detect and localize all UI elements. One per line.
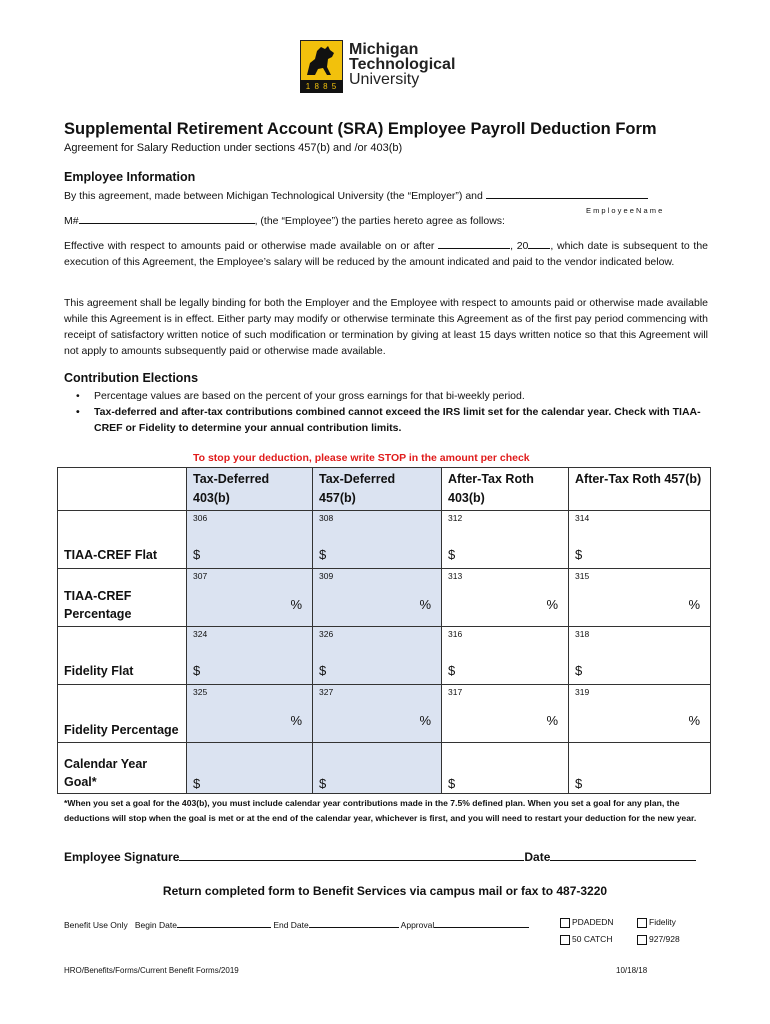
deduction-code: 316 <box>448 629 463 639</box>
col-header: After-Tax Roth 457(b) <box>569 468 711 511</box>
logo-wordmark <box>349 42 455 87</box>
amount-cell[interactable] <box>187 627 313 685</box>
deduction-code: 324 <box>193 629 208 639</box>
signature-line <box>64 849 696 864</box>
employee-name-field[interactable] <box>486 187 648 199</box>
deduction-code: 308 <box>319 513 334 523</box>
table-row <box>58 627 711 685</box>
option-pdadedn[interactable] <box>560 917 614 928</box>
dollar-sign: $ <box>193 776 201 791</box>
percent-cell[interactable] <box>442 685 569 743</box>
dollar-sign: $ <box>193 547 201 562</box>
deduction-code: 306 <box>193 513 208 523</box>
deduction-code: 318 <box>575 629 590 639</box>
date-label: Date <box>524 850 551 864</box>
stop-note: To stop your deduction, please write STOP in the amount per check <box>193 452 530 464</box>
signature-field[interactable] <box>179 849 524 861</box>
footer-path: HRO/Benefits/Forms/Current Benefit Forms/2019 <box>64 966 239 975</box>
contribution-table <box>57 467 711 794</box>
table-row <box>58 569 711 627</box>
employee-info-heading: Employee Information <box>64 170 196 184</box>
deduction-code: 313 <box>448 571 463 581</box>
percent-sign: % <box>419 597 431 612</box>
percent-cell[interactable] <box>569 569 711 627</box>
dollar-sign: $ <box>193 663 201 678</box>
office-use-line <box>64 918 529 930</box>
effective-paragraph <box>64 237 708 270</box>
deduction-code: 326 <box>319 629 334 639</box>
effective-year-field[interactable] <box>528 237 550 249</box>
dollar-sign: $ <box>575 776 583 791</box>
deduction-code: 315 <box>575 571 590 581</box>
end-date-label: End Date <box>273 920 309 930</box>
row-label: TIAA-CREF Flat <box>58 511 187 569</box>
amount-cell[interactable] <box>442 627 569 685</box>
deduction-code: 307 <box>193 571 208 581</box>
amount-cell[interactable] <box>313 511 442 569</box>
dollar-sign: $ <box>448 663 456 678</box>
logo-year: 1 8 8 5 <box>300 80 343 93</box>
bullet-item: • Tax-deferred and after-tax contributions combined cannot exceed the IRS limit set for the calendar year. Check with TIAA-CREF or Fidelity to determine your annual contribution limits. <box>64 404 704 436</box>
dollar-sign: $ <box>575 547 583 562</box>
row-label: TIAA-CREF Percentage <box>58 569 187 627</box>
option-label: 927/928 <box>649 934 680 944</box>
logo-line-2: Technological <box>349 56 456 73</box>
page-subtitle: Agreement for Salary Reduction under sections 457(b) and /or 403(b) <box>64 142 403 154</box>
logo-line-1: Michigan <box>349 41 419 58</box>
percent-sign: % <box>688 597 700 612</box>
goal-cell[interactable] <box>442 743 569 794</box>
contribution-heading: Contribution Elections <box>64 371 199 385</box>
approval-field[interactable] <box>434 918 529 928</box>
m-number-field[interactable] <box>79 212 255 224</box>
row-label: Fidelity Percentage <box>58 685 187 743</box>
m-number-line <box>64 212 505 227</box>
checkbox-icon <box>637 935 647 945</box>
husky-logo-icon <box>301 41 342 79</box>
dollar-sign: $ <box>319 663 327 678</box>
amount-cell[interactable] <box>442 511 569 569</box>
option-label: Fidelity <box>649 917 676 927</box>
m-suffix: , (the “Employee”) the parties hereto agree as follows: <box>254 215 505 227</box>
percent-sign: % <box>290 597 302 612</box>
effective-date-field[interactable] <box>438 237 510 249</box>
percent-cell[interactable] <box>569 685 711 743</box>
signature-label: Employee Signature <box>64 850 180 864</box>
option-50-catch[interactable] <box>560 934 612 945</box>
page-title: Supplemental Retirement Account (SRA) Employee Payroll Deduction Form <box>64 120 657 138</box>
goal-cell[interactable] <box>187 743 313 794</box>
percent-cell[interactable] <box>313 685 442 743</box>
col-header: After-Tax Roth 403(b) <box>442 468 569 511</box>
deduction-code: 327 <box>319 687 334 697</box>
effective-year-label: , 20 <box>510 240 529 252</box>
agreement-line <box>64 187 648 202</box>
dollar-sign: $ <box>575 663 583 678</box>
return-note: Return completed form to Benefit Services via campus mail or fax to 487-3220 <box>162 884 608 898</box>
employee-name-caption: E m p l o y e e N a m e <box>586 206 663 215</box>
table-header-row <box>58 468 711 511</box>
effective-part-2: , which date is subsequent to the execution of this Agreement, the Employee’s salary will be reduced by the amount indicated and paid to the vendor indicated below. <box>64 240 708 268</box>
amount-cell[interactable] <box>569 627 711 685</box>
m-prefix: M# <box>64 215 79 227</box>
dollar-sign: $ <box>319 547 327 562</box>
goal-note: *When you set a goal for the 403(b), you must include calendar year contributions made in the 7.5% defined plan. When you set a goal for any plan, the deductions will stop when the goal is met or at the end of the calendar year, whichever is first, and you will need to restart your deduction for the new year. <box>64 798 697 823</box>
percent-sign: % <box>546 713 558 728</box>
deduction-code: 312 <box>448 513 463 523</box>
row-label: Fidelity Flat <box>58 627 187 685</box>
approval-label: Approval <box>400 920 435 930</box>
dollar-sign: $ <box>448 776 456 791</box>
row-label: Calendar Year Goal* <box>58 743 187 794</box>
table-row <box>58 511 711 569</box>
percent-cell[interactable] <box>187 685 313 743</box>
percent-cell[interactable] <box>442 569 569 627</box>
end-date-field[interactable] <box>309 918 399 928</box>
checkbox-icon <box>560 918 570 928</box>
deduction-code: 325 <box>193 687 208 697</box>
effective-part-1: Effective with respect to amounts paid or otherwise made available on or after <box>64 240 435 252</box>
agreement-prefix: By this agreement, made between Michigan Technological University (the “Employer”) and <box>64 190 483 202</box>
col-header: Tax-Deferred 403(b) <box>187 468 313 511</box>
checkbox-icon <box>637 918 647 928</box>
bullet-item: • Percentage values are based on the percent of your gross earnings for that bi-weekly period. <box>64 388 704 404</box>
logo-line-3: University <box>349 71 420 88</box>
deduction-code: 319 <box>575 687 590 697</box>
option-label: 50 CATCH <box>572 934 613 944</box>
binding-paragraph: This agreement shall be legally binding for both the Employer and the Employee with respect to amounts paid or otherwise made available while this Agreement is in effect. Either party may modify or otherwise terminate this Agreement as of the first pay period commencing with receipt of satisfactory written notice of such modification or termination by giving at least 15 days written notice so that this Agreement will not apply to amounts subsequently paid or otherwise made available. <box>64 297 708 357</box>
deduction-code: 317 <box>448 687 463 697</box>
signature-date-field[interactable] <box>550 849 696 861</box>
percent-cell[interactable] <box>187 569 313 627</box>
checkbox-icon <box>560 935 570 945</box>
percent-sign: % <box>290 713 302 728</box>
office-use-label: Benefit Use Only <box>64 920 128 930</box>
percent-sign: % <box>419 713 431 728</box>
amount-cell[interactable] <box>187 511 313 569</box>
percent-sign: % <box>546 597 558 612</box>
footer-date: 10/18/18 <box>616 966 648 975</box>
deduction-code: 314 <box>575 513 590 523</box>
deduction-code: 309 <box>319 571 334 581</box>
dollar-sign: $ <box>448 547 456 562</box>
goal-cell[interactable] <box>569 743 711 794</box>
percent-cell[interactable] <box>313 569 442 627</box>
amount-cell[interactable] <box>313 627 442 685</box>
amount-cell[interactable] <box>569 511 711 569</box>
begin-date-field[interactable] <box>177 918 271 928</box>
percent-sign: % <box>688 713 700 728</box>
goal-cell[interactable] <box>313 743 442 794</box>
dollar-sign: $ <box>319 776 327 791</box>
table-corner <box>58 468 187 511</box>
col-header: Tax-Deferred 457(b) <box>313 468 442 511</box>
table-row <box>58 743 711 794</box>
table-row <box>58 685 711 743</box>
option-label: PDADEDN <box>572 917 614 927</box>
option-fidelity[interactable] <box>637 917 676 928</box>
option-927-928[interactable] <box>637 934 680 945</box>
begin-date-label: Begin Date <box>134 920 177 930</box>
contribution-bullets <box>64 388 704 436</box>
